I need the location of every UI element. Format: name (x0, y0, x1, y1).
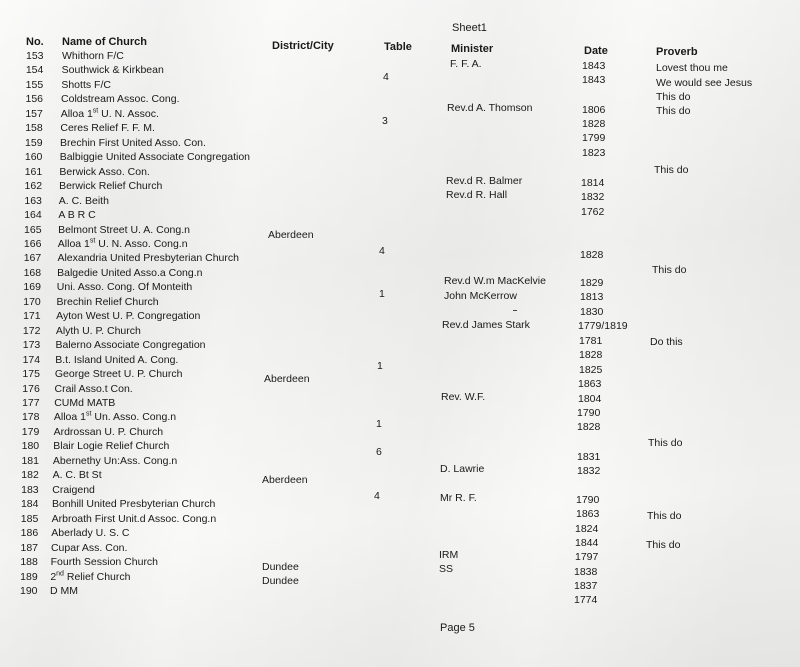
church-name-part: Alloa 1 (57, 237, 90, 250)
minister-cell: D. Lawrie (440, 463, 485, 475)
church-name (50, 571, 130, 583)
church-name: CUMd MATB (54, 397, 116, 410)
row-number: 163 (24, 194, 42, 207)
minister-cell: Mr R. F. (440, 492, 477, 504)
church-name: Berwick Asso. Con. (59, 165, 150, 178)
row-number: 157 (25, 107, 43, 120)
header-name: Name of Church (62, 36, 147, 48)
ordinal-suffix: st (92, 107, 99, 115)
row-number: 161 (24, 165, 43, 178)
minister-cell: IRM (439, 549, 459, 561)
row-number: 160 (24, 151, 43, 164)
page-number: Page 5 (440, 622, 475, 634)
church-name-part: Relief Church (63, 570, 131, 583)
church-name-part: Alloa 1 (60, 107, 93, 120)
table-cell: 4 (383, 71, 389, 83)
minister-cell: Rev.d R. Hall (446, 189, 508, 201)
date-cell: 1829 (580, 277, 604, 289)
ordinal-suffix: st (89, 237, 96, 245)
minister-cell: John McKerrow (444, 290, 517, 302)
date-cell: 1824 (575, 523, 599, 535)
church-name: Cupar Ass. Con. (50, 541, 128, 554)
date-cell: 1832 (577, 465, 601, 477)
church-name: Brechin First United Asso. Con. (60, 136, 206, 149)
date-cell: 1806 (582, 104, 606, 116)
row-number: 184 (20, 498, 39, 511)
church-name: B.t. Island United A. Cong. (55, 353, 179, 366)
church-name: A. C. Beith (58, 194, 109, 207)
church-name-part: U. N. Assoc. (98, 107, 159, 120)
date-cell: 1828 (579, 349, 603, 361)
row-number: 173 (22, 339, 41, 352)
church-name: Balbiggie United Associate Congregation (59, 151, 251, 164)
minister-cell: Rev.d A. Thomson (447, 102, 533, 114)
row-number: 177 (22, 397, 40, 410)
row-number: 156 (25, 93, 44, 106)
church-name: Berwick Relief Church (59, 180, 163, 193)
header-proverb: Proverb (656, 46, 698, 58)
ink-mark (513, 310, 517, 311)
row-number: 169 (23, 281, 41, 294)
minister-cell: Rev. W.F. (441, 391, 486, 403)
minister-cell: Rev.d James Stark (442, 319, 530, 331)
date-cell: 1828 (580, 249, 604, 261)
date-cell: 1797 (575, 551, 599, 563)
proverb-cell: Do this (650, 336, 683, 348)
proverb-cell: This do (656, 105, 691, 117)
date-cell: 1830 (580, 306, 604, 318)
church-name: Southwick & Kirkbean (61, 64, 164, 77)
row-number: 188 (20, 556, 38, 569)
proverb-cell: This do (652, 264, 687, 276)
district-cell: Aberdeen (264, 373, 310, 385)
date-cell: 1790 (576, 494, 600, 506)
row-number: 174 (22, 353, 41, 366)
row-number: 159 (25, 136, 43, 149)
row-number: 170 (23, 295, 41, 308)
district-cell: Aberdeen (268, 229, 314, 241)
church-name: Balerno Associate Congregation (55, 339, 206, 352)
date-cell: 1781 (579, 335, 603, 347)
church-name: Aberlady U. S. C (51, 527, 130, 540)
church-name: Balgedie United Asso.a Cong.n (57, 266, 203, 279)
row-number: 186 (20, 527, 39, 540)
row-number: 172 (22, 324, 41, 337)
church-name: Coldstream Assoc. Cong. (61, 93, 180, 106)
date-cell: 1804 (578, 393, 602, 405)
header-date: Date (584, 45, 608, 57)
row-number: 168 (23, 266, 42, 279)
church-name: Whithorn F/C (62, 50, 124, 62)
date-cell: 1837 (574, 580, 598, 592)
row-number: 154 (25, 64, 44, 77)
date-cell: 1813 (580, 291, 604, 303)
date-cell: 1828 (577, 421, 601, 433)
district-cell: Dundee (262, 575, 299, 587)
date-cell: 1863 (576, 508, 600, 520)
church-name-part: 2 (50, 570, 57, 583)
row-number: 167 (23, 252, 42, 265)
row-number: 182 (21, 469, 39, 482)
row-number: 165 (24, 223, 42, 236)
row-number: 183 (21, 483, 39, 496)
table-cell: 6 (376, 446, 382, 458)
church-name: Craigend (52, 483, 95, 496)
church-name: Ceres Relief F. F. M. (60, 122, 155, 135)
header-no: No. (26, 36, 44, 48)
church-name (58, 238, 188, 250)
table-cell: 1 (377, 360, 383, 372)
row-number: 179 (21, 425, 40, 438)
date-cell: 1831 (577, 451, 601, 463)
row-number: 153 (26, 50, 44, 62)
row-number: 189 (20, 570, 38, 583)
church-name: Ardrossan U. P. Church (53, 425, 164, 438)
church-name: Belmont Street U. A. Cong.n (58, 223, 190, 236)
minister-cell: Rev.d W.m MacKelvie (444, 275, 546, 287)
date-cell: 1838 (574, 566, 598, 578)
header-district: District/City (272, 40, 334, 52)
row-number: 175 (22, 368, 40, 381)
proverb-cell: This do (647, 510, 682, 522)
church-name: Crail Asso.t Con. (54, 382, 133, 395)
row-number: 190 (20, 585, 38, 597)
date-cell: 1825 (579, 364, 603, 376)
church-name-part: U. N. Asso. Cong.n (95, 237, 188, 250)
row-number: 178 (21, 411, 40, 424)
header-table: Table (384, 41, 412, 53)
date-cell: 1843 (582, 60, 606, 72)
church-name: George Street U. P. Church (54, 368, 183, 381)
row-number: 158 (25, 122, 43, 135)
proverb-cell: This do (656, 91, 691, 103)
row-number: 164 (24, 209, 42, 222)
date-cell: 1828 (582, 118, 606, 130)
date-cell: 1863 (578, 378, 602, 390)
church-name: Brechin Relief Church (56, 295, 159, 308)
proverb-cell: This do (654, 164, 689, 176)
proverb-cell: We would see Jesus (656, 77, 753, 89)
table-cell: 3 (382, 115, 388, 127)
date-cell: 1844 (575, 537, 599, 549)
church-name (54, 411, 176, 423)
date-cell: 1762 (581, 206, 605, 218)
row-number: 171 (23, 310, 41, 323)
row-number: 181 (21, 454, 39, 467)
church-name: D MM (50, 585, 78, 597)
date-cell: 1799 (582, 132, 606, 144)
church-name (61, 108, 159, 120)
minister-cell: F. F. A. (450, 58, 482, 70)
row-number: 187 (20, 541, 39, 554)
ordinal-suffix: st (86, 410, 92, 418)
church-name: A. C. Bt St (52, 469, 102, 482)
table-cell: 1 (379, 288, 385, 300)
table-cell: 4 (374, 490, 380, 502)
church-name: Fourth Session Church (50, 556, 159, 569)
proverb-cell: This do (646, 539, 681, 551)
row-number: 180 (21, 440, 40, 453)
minister-cell: SS (439, 563, 454, 575)
row-number: 162 (24, 180, 43, 193)
row-number: 176 (22, 382, 40, 395)
row-number: 155 (25, 78, 44, 91)
church-name: Alexandria United Presbyterian Church (57, 252, 239, 265)
ordinal-suffix: nd (56, 570, 64, 578)
table-cell: 1 (376, 418, 382, 430)
date-cell: 1823 (582, 147, 606, 159)
church-name: Bonhill United Presbyterian Church (51, 498, 216, 511)
date-cell: 1832 (581, 191, 605, 203)
proverb-cell: This do (648, 437, 683, 449)
church-name: Abernethy Un:Ass. Cong.n (52, 454, 178, 467)
header-minister: Minister (451, 43, 494, 55)
proverb-cell: Lovest thou me (656, 62, 728, 74)
district-cell: Aberdeen (262, 474, 308, 486)
row-number: 185 (20, 512, 39, 525)
church-name: Uni. Asso. Cong. Of Monteith (56, 281, 193, 294)
date-cell: 1843 (582, 74, 606, 86)
church-name: A B R C (58, 209, 96, 222)
church-name-part: Un. Asso. Cong.n (91, 411, 177, 424)
table-cell: 4 (379, 245, 385, 257)
date-cell: 1814 (581, 177, 605, 189)
date-cell: 1790 (577, 407, 601, 419)
district-cell: Dundee (262, 561, 299, 573)
minister-cell: Rev.d R. Balmer (446, 175, 523, 187)
date-cell: 1779/1819 (578, 320, 628, 332)
church-name: Ayton West U. P. Congregation (56, 310, 201, 323)
church-name: Shotts F/C (61, 78, 111, 91)
church-name: Alyth U. P. Church (55, 324, 141, 337)
sheet-title: Sheet1 (452, 22, 487, 34)
church-name: Blair Logie Relief Church (53, 440, 170, 453)
date-cell: 1774 (574, 594, 598, 606)
row-number: 166 (23, 237, 42, 250)
church-name: Arbroath First Unit.d Assoc. Cong.n (51, 512, 217, 525)
church-name-part: Alloa 1 (53, 411, 86, 424)
